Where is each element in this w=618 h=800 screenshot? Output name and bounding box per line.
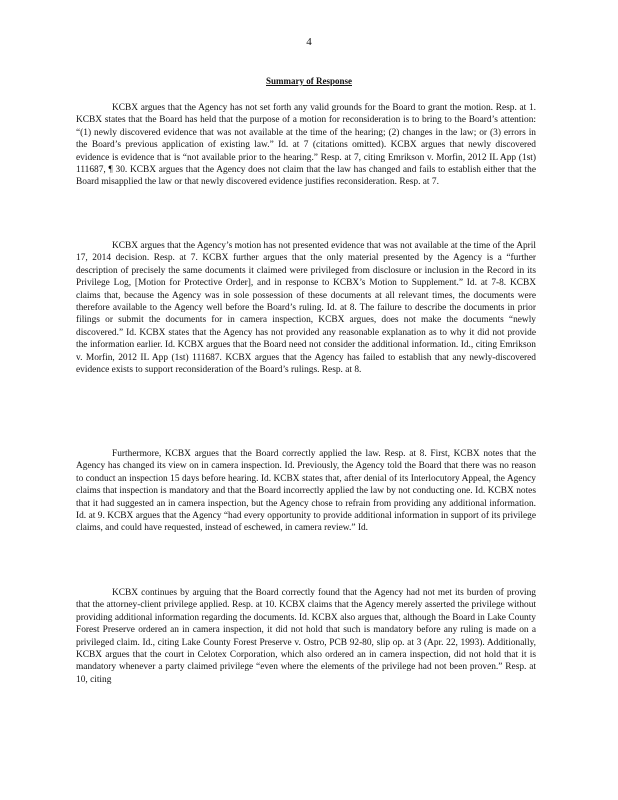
page-number: 4 [306, 36, 312, 48]
paragraph-1: KCBX argues that the Agency has not set forth any valid grounds for the Board to grant the motion. Resp. at 1. KCBX states that the Board has held that the purpose of a motion for reconsideration is to bring to the Board’s attention: “(1) newly discovered evidence that was not available at the time of the hearing; (2) changes in the law; or (3) errors in the Board’s previous application of existing law.” Id. at 7 (citations omitted). KCBX argues that newly discovered evidence is evidence that is “not available prior to the hearing.” Resp. at 7, citing Emrikson v. Morfin, 2012 IL App (1st) 111687, ¶ 30. KCBX argues that the Agency does not claim that the law has changed and fails to establish either that the Board misapplied the law or that newly discovered evidence justifies reconsideration. Resp. at 7. [76, 103, 536, 188]
section-heading [0, 76, 618, 86]
paragraph-4: KCBX continues by arguing that the Board correctly found that the Agency had not met its burden of proving that the attorney-client privilege applied. Resp. at 10. KCBX claims that the Agency merely asserted the privilege without providing additional information regarding the documents. Id. KCBX also argues that, although the Board in Lake County Forest Preserve ordered an in camera inspection, it did not hold that such is mandatory before any ruling is made on a privileged claim. Id., citing Lake County Forest Preserve v. Ostro, PCB 92-80, slip op. at 3 (Apr. 22, 1993). Additionally, KCBX argues that the court in Celotex Corporation, which also ordered an in camera inspection, did not hold that it is mandatory whenever a party claimed privilege “even where the elements of the privilege had not been proven.” Resp. at 10, citing [76, 588, 536, 685]
paragraph-2: KCBX argues that the Agency’s motion has not presented evidence that was not available at the time of the April 17, 2014 decision. Resp. at 7. KCBX further argues that the only material presented by the Agency is a “further description of precisely the same documents it claimed were privileged from disclosure or inclusion in the Record in its Privilege Log, [Motion for Protective Order], and in response to KCBX’s Motion to Supplement.” Id. at 7-8. KCBX claims that, because the Agency was in sole possession of these documents at all relevant times, the documents were therefore available to the Agency well before the Board’s ruling. Id. at 8. The failure to describe the documents in prior filings or submit the documents for in camera inspection, KCBX argues, does not make the documents “newly discovered.” Id. KCBX states that the Agency has not provided any reasonable explanation as to why it did not provide the information earlier. Id. KCBX argues that the Board need not consider the additional information. Id., citing Emrikson v. Morfin, 2012 IL App (1st) 111687. KCBX argues that the Agency has failed to establish that any newly-discovered evidence exists to support reconsideration of the Board’s rulings. Resp. at 8. [76, 241, 536, 376]
paragraph-3: Furthermore, KCBX argues that the Board correctly applied the law. Resp. at 8. First, KCBX notes that the Agency has changed its view on in camera inspection. Id. Previously, the Agency told the Board that there was no reason to conduct an inspection 15 days before hearing. Id. KCBX states that, after denial of its Interlocutory Appeal, the Agency claims that inspection is mandatory and that the Board incorrectly applied the law by not conducting one. Id. KCBX notes that it had suggested an in camera inspection, but the Agency chose to refrain from providing any additional information. Id. at 9. KCBX argues that the Agency “had every opportunity to provide additional information in support of its privilege claims, and could have requested, instead of eschewed, in camera review.” Id. [76, 449, 536, 534]
section-heading-text: Summary of Response [265, 76, 352, 86]
